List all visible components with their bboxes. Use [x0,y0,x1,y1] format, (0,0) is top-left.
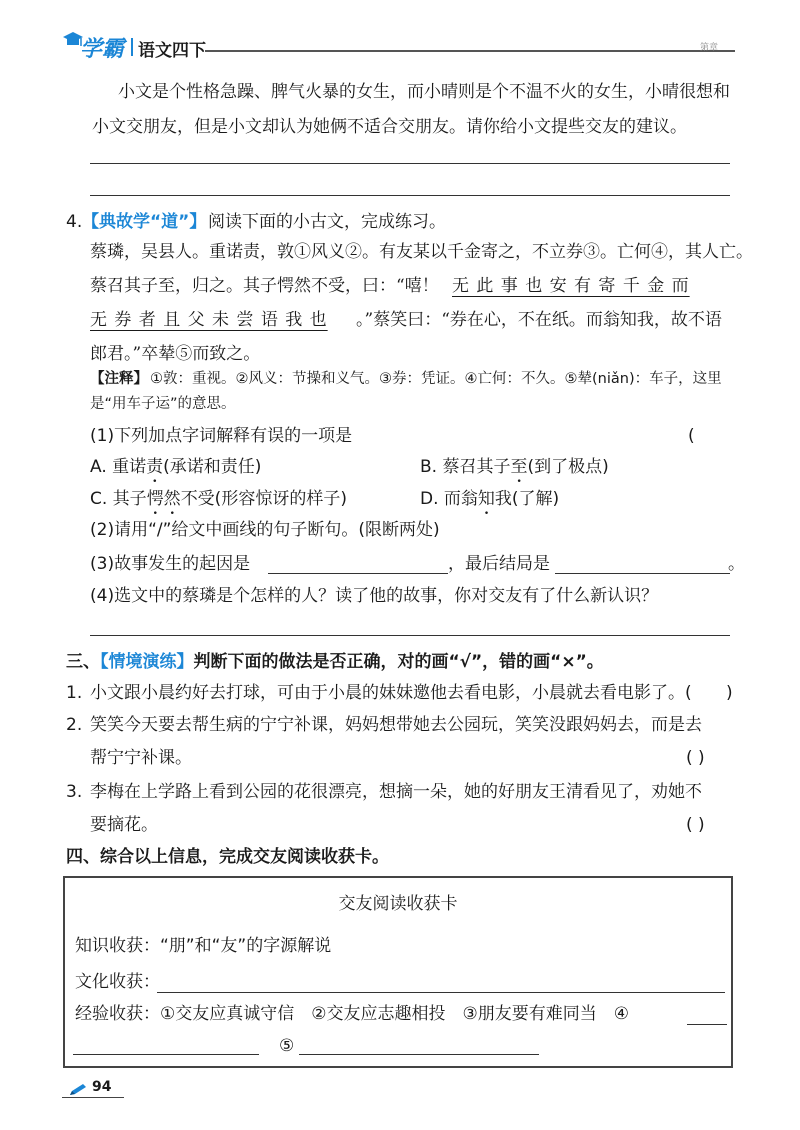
subject-title: 语文四下 [138,41,206,61]
answer-line[interactable] [90,635,730,636]
cause-answer-line[interactable] [268,573,448,574]
item-1-answer-paren[interactable]: ) [726,683,733,703]
harvest-card [63,876,733,1068]
sub-question-4: (4)选文中的蔡璘是个怎样的人？读了他的故事，你对交友有了什么新认识？ [90,586,659,606]
section-3-title: 三、【情境演练】判断下面的做法是否正确，对的画“√”，错的画“×”。 [66,652,604,672]
experience-harvest: 经验收获：①交友应真诚守信 ②交友应志趣相投 ③朋友要有难同当 ④ [75,1004,629,1024]
item-number: 1. [66,683,83,703]
item-3-answer-paren[interactable]: ( ) [686,815,705,835]
header [0,0,800,70]
item-2-text: 笑笑今天要去帮生病的宁宁补课，妈妈想带她去公园玩，笑笑没跟妈妈去，而是去 [90,715,702,735]
notes-line-2: 是“用车子运”的意思。 [90,396,236,412]
item-3-text-cont: 要摘花。 [90,815,158,835]
answer-line[interactable] [90,163,730,164]
culture-harvest-label: 文化收获： [75,972,160,992]
brand-logo: 学霸 [80,37,125,62]
sub-question-3-end: 。 [728,554,745,574]
section-tag: 【典故学“道”】 [82,212,207,232]
sub-question-3-cause: (3)故事发生的起因是 [90,554,251,574]
item-2-answer-paren[interactable]: ( ) [686,748,705,768]
header-corner-label: 第章 [700,43,719,53]
header-divider [131,38,133,56]
option-b[interactable]: B. 蔡召其子至(到了极点) [420,457,609,477]
item-number: 2. [66,715,83,735]
card-title: 交友阅读收获卡 [338,894,458,914]
sub-question-3-result: ，最后结局是 [448,554,550,574]
answer-paren[interactable]: ( [688,426,695,446]
passage-line-3: 。”蔡笑曰：“券在心，不在纸。而翁知我，故不语 [356,310,722,330]
intro-line-1: 小文是个性格急躁、脾气火暴的女生，而小晴则是个不温不火的女生，小晴很想和 [118,82,730,102]
item-4-answer-line[interactable] [687,1024,727,1025]
passage-line-1: 蔡璘，吴县人。重诺责，敦①风义②。有友某以千金寄之，不立券③。亡何④，其人亡。 [90,242,753,262]
footer-rule [62,1097,124,1098]
item-5-label: ⑤ [279,1036,295,1056]
notes-line-1: ①敦：重视。②风义：节操和义气。③券：凭证。④亡何：不久。⑤辇(niǎn)：车子，这里 [150,371,722,387]
intro-line-2: 小文交朋友，但是小文却认为她俩不适合交朋友。请你给小文提些交友的建议。 [92,117,687,137]
header-rule [205,50,735,52]
item-2-text-cont: 帮宁宁补课。 [90,748,192,768]
question-number: 4. [66,212,83,232]
item-5-answer-line[interactable] [299,1054,539,1055]
page-number: 94 [92,1079,112,1095]
item-4-continued-line[interactable] [73,1054,259,1055]
sub-question-2: (2)请用“/”给文中画线的句子断句。(限断两处) [90,520,440,540]
option-a[interactable]: A. 重诺责(承诺和责任) [90,457,262,477]
item-number: 3. [66,782,83,802]
result-answer-line[interactable] [555,573,730,574]
notes-label: 【注释】 [90,371,148,387]
passage-line-2: 蔡召其子至，归之。其子愕然不受，曰：“嘻！ [90,276,439,296]
underlined-sentence-1: 无 此 事 也 安 有 寄 千 金 而 [452,276,690,296]
option-d[interactable]: D. 而翁知我(了解) [420,489,560,509]
section-4-title: 四、综合以上信息，完成交友阅读收获卡。 [66,847,389,867]
passage-line-4: 郎君。”卒辇⑤而致之。 [90,344,261,364]
item-1-text: 小文跟小晨约好去打球，可由于小晨的妹妹邀他去看电影，小晨就去看电影了。( [90,683,692,703]
option-c[interactable]: C. 其子愕然不受(形容惊讶的样子) [90,489,347,509]
sub-question-1: (1)下列加点字词解释有误的一项是 [90,426,353,446]
underlined-sentence-2: 无 券 者 且 父 未 尝 语 我 也 [90,310,328,330]
item-3-text: 李梅在上学路上看到公园的花很漂亮，想摘一朵，她的好朋友王清看见了，劝她不 [90,782,702,802]
culture-answer-line[interactable] [157,992,725,993]
pencil-icon [68,1082,88,1101]
knowledge-harvest: 知识收获：“朋”和“友”的字源解说 [75,936,332,956]
answer-line[interactable] [90,195,730,196]
question-instruction: 阅读下面的小古文，完成练习。 [208,212,446,232]
